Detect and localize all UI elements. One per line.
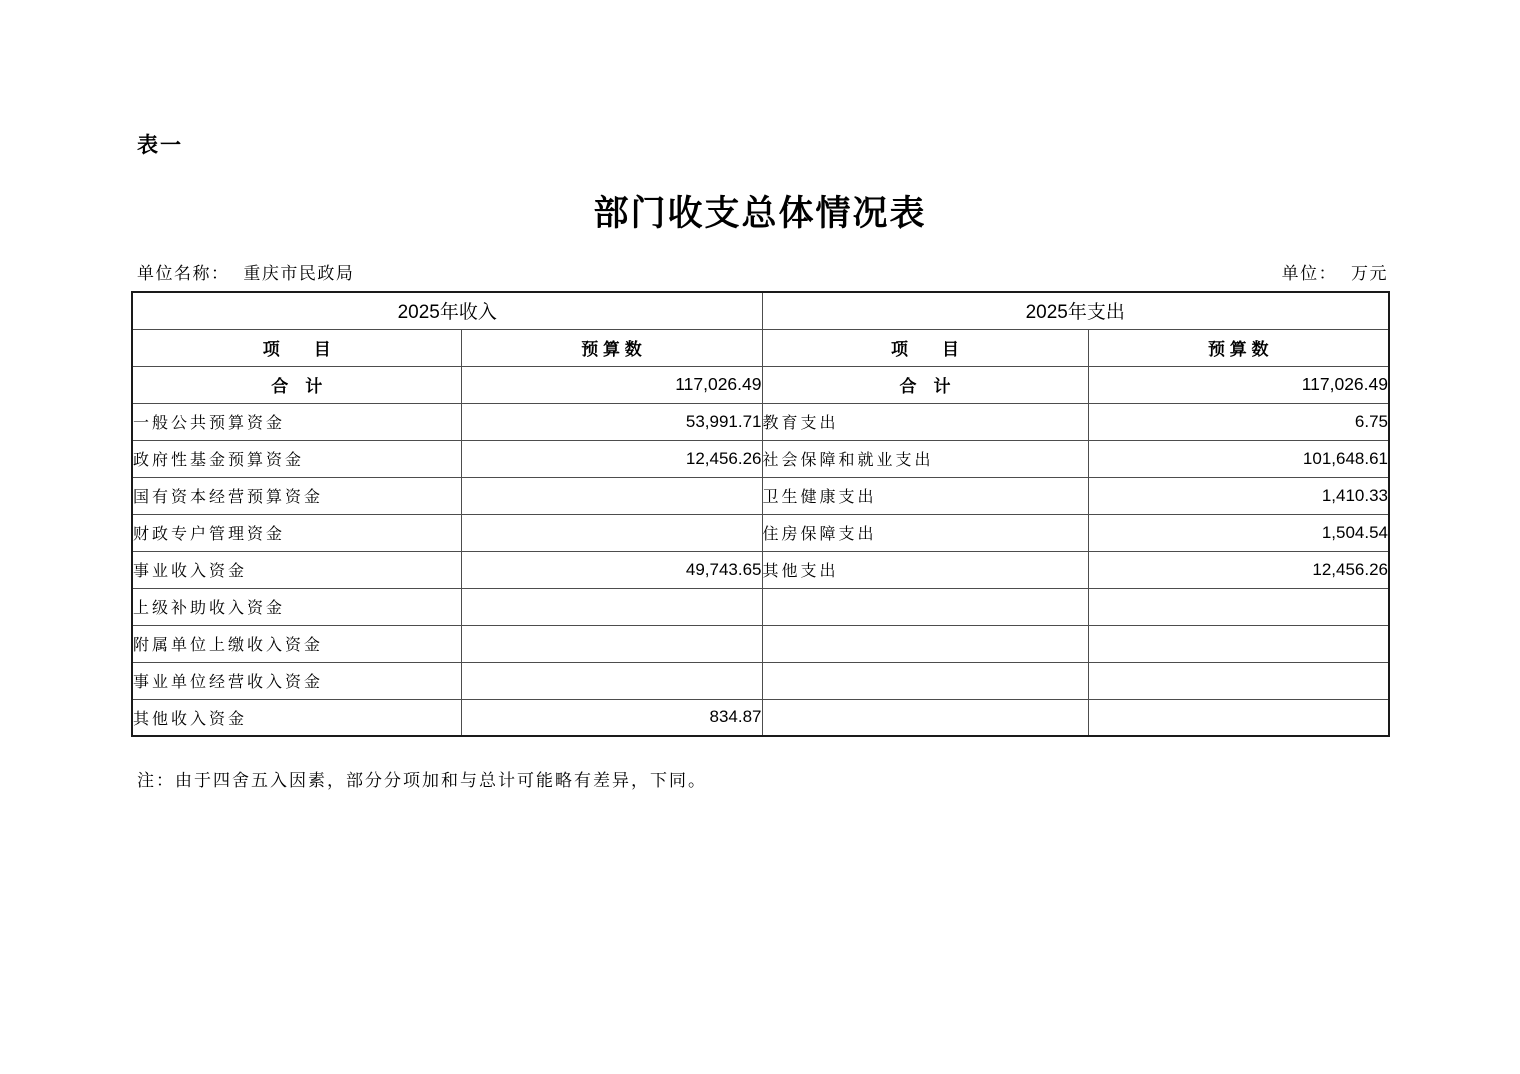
unit-name [137,259,354,284]
expense-budget-cell: 12,456.26 [1088,551,1389,588]
unit-name-value: 重庆市民政局 [243,264,355,284]
expense-item-cell [762,588,1088,625]
meta-row [137,259,1388,284]
expense-section-header: 2025年支出 [762,292,1389,329]
expense-budget-cell [1088,699,1389,736]
table-row [132,625,1389,662]
income-budget-cell: 53,991.71 [461,403,762,440]
expense-budget-cell: 1,410.33 [1088,477,1389,514]
income-item-cell: 上级补助收入资金 [132,588,461,625]
budget-table [131,291,1390,737]
income-budget-cell [461,625,762,662]
table-number-label: 表一 [137,134,183,157]
unit-label: 单位： [1281,264,1338,284]
section-header-row [132,292,1389,329]
table-row [132,662,1389,699]
total-row [132,366,1389,403]
income-item-cell: 国有资本经营预算资金 [132,477,461,514]
income-item-cell: 事业收入资金 [132,551,461,588]
expense-item-cell: 教育支出 [762,403,1088,440]
income-item-column-header: 项 目 [132,329,461,366]
expense-item-cell [762,625,1088,662]
expense-item-cell: 住房保障支出 [762,514,1088,551]
expense-item-cell [762,662,1088,699]
expense-budget-cell: 101,648.61 [1088,440,1389,477]
table-row [132,699,1389,736]
expense-item-cell [762,699,1088,736]
income-total-value: 117,026.49 [461,366,762,403]
income-budget-cell [461,662,762,699]
income-item-cell: 事业单位经营收入资金 [132,662,461,699]
table-row [132,588,1389,625]
footnote: 注：由于四舍五入因素，部分分项加和与总计可能略有差异，下同。 [137,771,707,791]
income-section-header: 2025年收入 [132,292,762,329]
table-row [132,514,1389,551]
page-title: 部门收支总体情况表 [593,193,927,234]
income-item-cell: 一般公共预算资金 [132,403,461,440]
unit-name-label: 单位名称： [137,264,230,284]
table-row [132,440,1389,477]
expense-budget-cell: 6.75 [1088,403,1389,440]
table-row [132,403,1389,440]
expense-budget-column-header: 预 算 数 [1088,329,1389,366]
income-item-cell: 政府性基金预算资金 [132,440,461,477]
income-item-cell: 附属单位上缴收入资金 [132,625,461,662]
income-budget-column-header: 预 算 数 [461,329,762,366]
income-budget-cell [461,477,762,514]
income-budget-cell: 12,456.26 [461,440,762,477]
income-item-cell: 财政专户管理资金 [132,514,461,551]
table-row [132,477,1389,514]
expense-item-cell: 其他支出 [762,551,1088,588]
column-header-row [132,329,1389,366]
expense-total-label: 合 计 [762,366,1088,403]
income-budget-cell: 834.87 [461,699,762,736]
income-budget-cell [461,514,762,551]
income-total-label: 合 计 [132,366,461,403]
expense-budget-cell [1088,662,1389,699]
expense-item-column-header: 项 目 [762,329,1088,366]
expense-budget-cell: 1,504.54 [1088,514,1389,551]
income-budget-cell: 49,743.65 [461,551,762,588]
expense-item-cell: 社会保障和就业支出 [762,440,1088,477]
unit-of-measure [1282,259,1388,284]
income-item-cell: 其他收入资金 [132,699,461,736]
expense-budget-cell [1088,588,1389,625]
unit-value: 万元 [1351,264,1388,284]
expense-total-value: 117,026.49 [1088,366,1389,403]
expense-budget-cell [1088,625,1389,662]
income-budget-cell [461,588,762,625]
table-row [132,551,1389,588]
expense-item-cell: 卫生健康支出 [762,477,1088,514]
